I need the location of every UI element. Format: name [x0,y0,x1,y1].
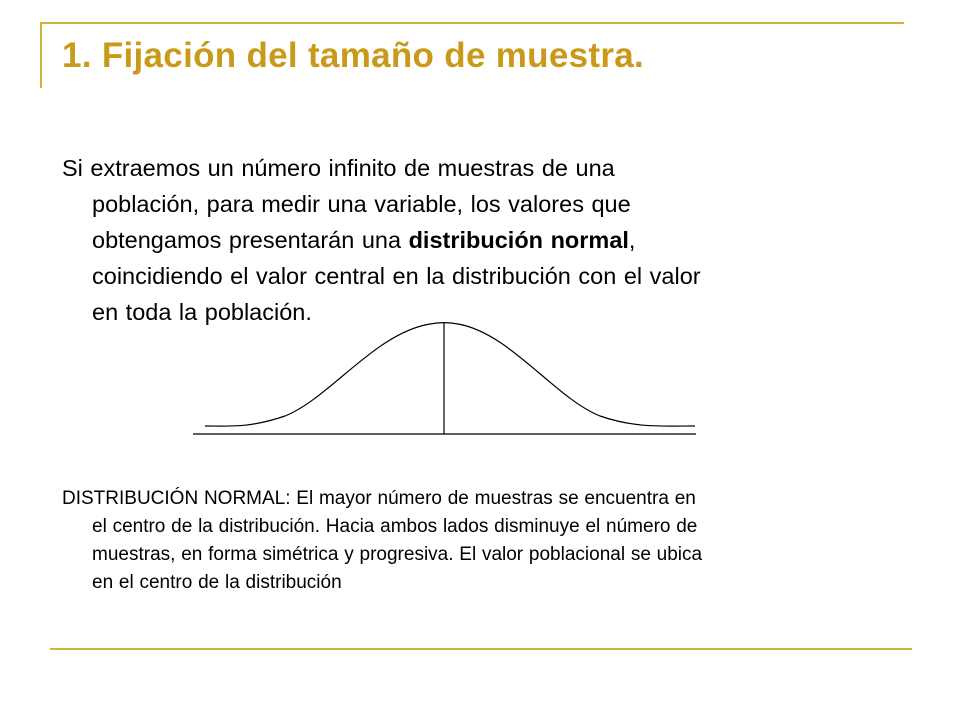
definition-line-2: el centro de la distribución. Hacia ambos lados disminuye el número de [92,516,698,537]
accent-vertical-line [40,22,42,88]
intro-line-1: Si extraemos un número infinito de muestras de una [62,155,615,181]
intro-line-3-start: obtengamos presentarán una [92,227,409,253]
definition-line-3: muestras, en forma simétrica y progresiva. El valor poblacional se ubica [92,544,703,565]
intro-line-2: población, para medir una variable, los valores que [92,191,631,217]
definition-line-4: en el centro de la distribución [92,572,342,593]
intro-line-3-end: , [628,227,636,253]
accent-top-line [40,22,904,24]
slide-title: 1. Fijación del tamaño de muestra. [62,36,645,75]
normal-distribution-diagram [190,318,710,440]
accent-bottom-line [50,648,912,650]
intro-line-5: en toda la población. [92,299,312,325]
intro-line-4: coincidiendo el valor central en la distribución con el valor [92,263,701,289]
intro-paragraph [62,150,862,330]
definition-line-1: DISTRIBUCIÓN NORMAL: El mayor número de muestras se encuentra en [62,488,696,509]
bold-term-normal-distribution: distribución normal [408,227,629,253]
intro-line-3 [62,222,862,258]
bell-curve-line [205,323,695,427]
definition-paragraph [62,485,882,597]
